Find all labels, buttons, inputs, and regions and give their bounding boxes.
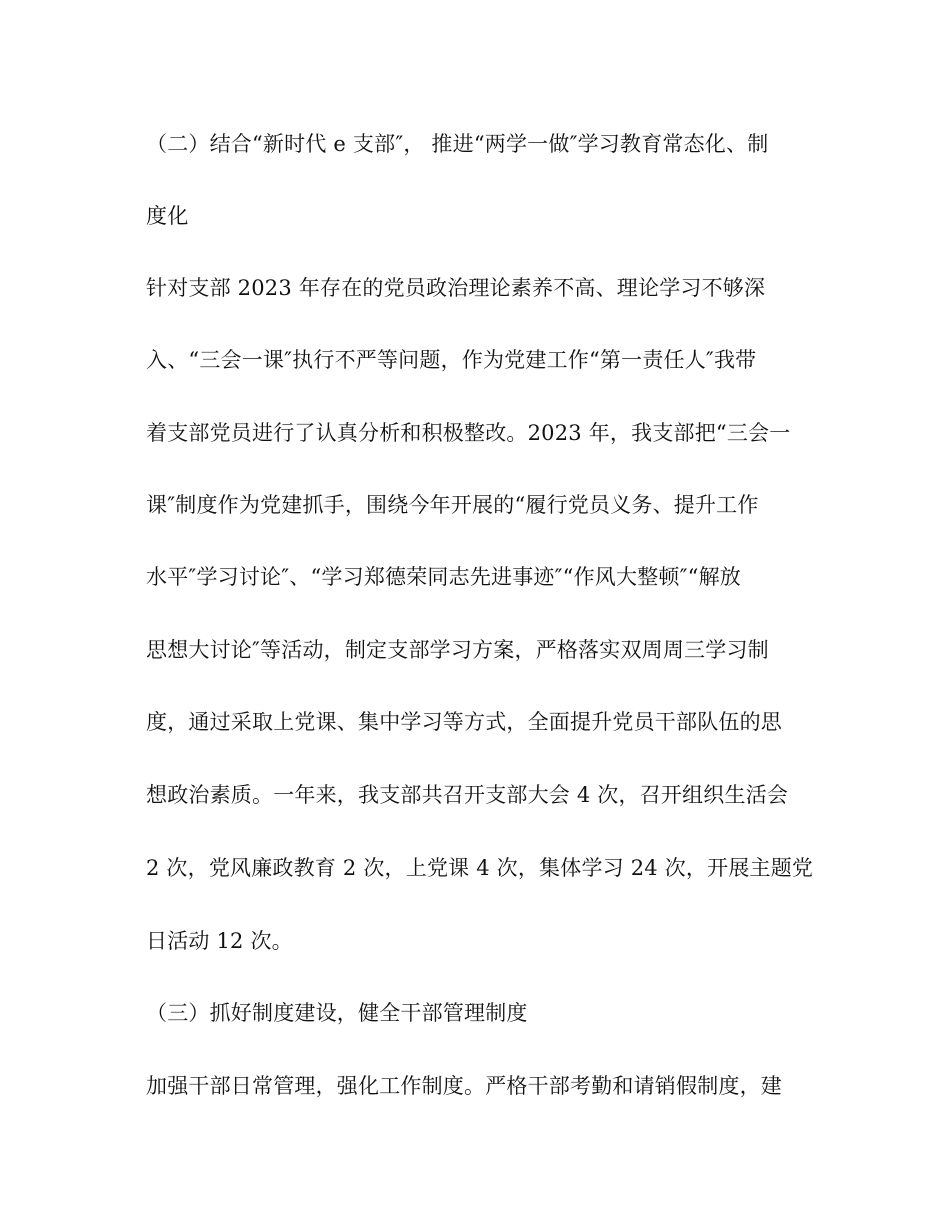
text-line: 想政治素质。一年来，我支部共召开支部大会 4 次，召开组织生活会 <box>146 783 789 807</box>
text-line: 度，通过采取上党课、集中学习等方式，全面提升党员干部队伍的思 <box>146 710 782 734</box>
text-line: 水平″学习讨论″、“学习郑德荣同志先进事迹″“作风大整顿″“解放 <box>146 565 741 589</box>
text-line: 2 次，党风廉政教育 2 次，上党课 4 次，集体学习 24 次，开展主题党 <box>146 856 814 880</box>
text-line: 度化 <box>146 204 189 228</box>
text-line: 思想大讨论″等活动，制定支部学习方案，严格落实双周周三学习制 <box>146 638 769 662</box>
text-line: 日活动 12 次。 <box>146 929 293 953</box>
section-heading-2: （二）结合“新时代 e 支部″， 推进“两学一做″学习教育常态化、制 <box>146 132 769 156</box>
text-line: 针对支部 2023 年存在的党员政治理论素养不高、理论学习不够深 <box>146 276 766 300</box>
text-line: 着支部党员进行了认真分析和积极整改。2023 年，我支部把“三会一 <box>146 421 791 445</box>
text-line: 课″制度作为党建抓手，围绕今年开展的“履行党员义务、提升工作 <box>146 493 759 517</box>
section-heading-3: （三）抓好制度建设，健全干部管理制度 <box>146 1001 528 1025</box>
text-line: 加强干部日常管理，强化工作制度。严格干部考勤和请销假制度，建 <box>146 1074 782 1098</box>
text-line: 入、“三会一课″执行不严等问题，作为党建工作“第一责任人″我带 <box>146 348 757 372</box>
